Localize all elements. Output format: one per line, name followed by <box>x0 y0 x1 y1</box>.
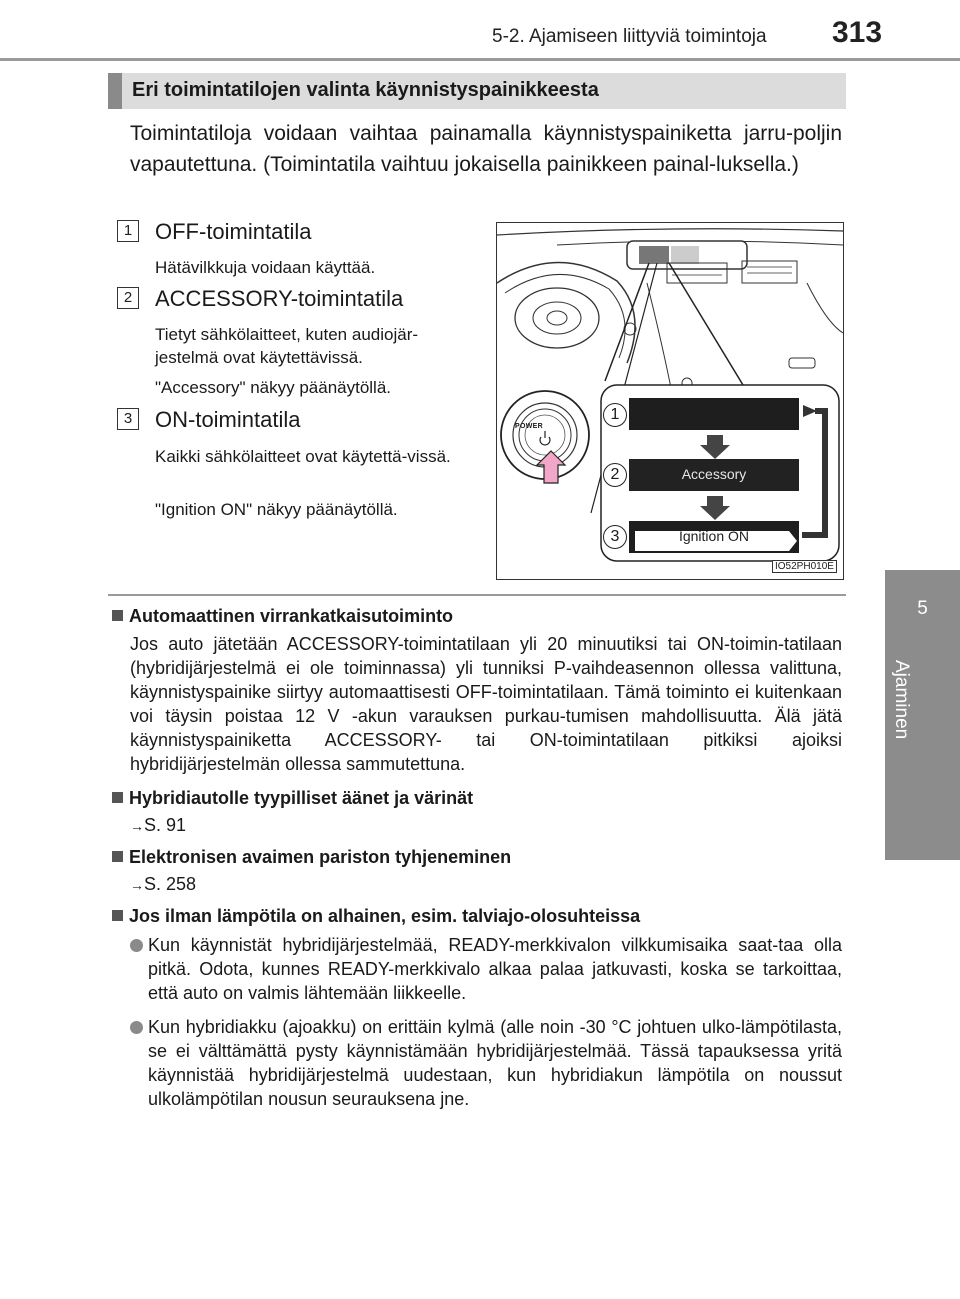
display-ignition-text: Ignition ON <box>678 528 750 544</box>
note-heading <box>112 788 473 809</box>
mode-description: "Accessory" näkyy päänäytöllä. <box>155 378 392 397</box>
page-reference <box>130 874 196 895</box>
dashboard-drawing <box>497 223 843 579</box>
section-heading-marker <box>108 73 122 109</box>
mode-description: Kaikki sähkölaitteet ovat käytettä-vissä. <box>155 447 451 466</box>
note-heading <box>112 906 640 927</box>
section-separator <box>108 594 846 596</box>
figure-step-label: 1 <box>603 403 627 427</box>
header-rule <box>0 58 960 61</box>
note-heading <box>112 847 511 868</box>
chapter-number: 5 <box>917 598 928 619</box>
note-heading-text: Jos ilman lämpötila on alhainen, esim. talviajo-olosuhteissa <box>129 906 641 926</box>
bullet-text: Kun hybridiakku (ajoakku) on erittäin kylmä (alle noin -30 °C johtuen ulko-lämpötilasta, se ei välttämättä pysty käynnistämään hybridijärjestelmää. Tässä tapauksessa yritä käynnistää hybridijärjestelmä uudestaan, kun hybridiakun lämpötila on noussut ulkolämpötilan nousun seurauksena jne. <box>148 1017 842 1109</box>
mode-title: ACCESSORY-toimintatila <box>155 286 404 311</box>
chapter-section-title: 5-2. Ajamiseen liittyviä toimintoja <box>492 26 767 47</box>
square-bullet-icon <box>112 610 123 621</box>
mode-title: ON-toimintatila <box>155 407 301 432</box>
mode-number-badge: 3 <box>117 408 139 430</box>
bullet-text: Kun käynnistät hybridijärjestelmää, READY-merkkivalon vilkkumisaika saat-taa olla pitkä. Odota, kunnes READY-merkkivalo alkaa palaa jatkuvasti, koska se tarkoittaa, että auto on valmis lähtemään liikkeelle. <box>148 935 842 1003</box>
note-heading-text: Automaattinen virrankatkaisutoiminto <box>129 606 454 626</box>
note-heading-text: Hybridiautolle tyypilliset äänet ja värinät <box>129 788 474 808</box>
chapter-label-wrap <box>891 660 948 780</box>
power-button-illustration <box>496 222 844 580</box>
square-bullet-icon <box>112 851 123 862</box>
section-heading-bar <box>108 73 846 109</box>
note-heading-text: Elektronisen avaimen pariston tyhjeneminen <box>129 847 512 867</box>
bullet-dot-icon <box>130 939 143 952</box>
display-accessory-text: Accessory <box>681 466 747 482</box>
page-reference <box>130 815 186 836</box>
mode-number-badge: 2 <box>117 287 139 309</box>
bullet-dot-icon <box>130 1021 143 1034</box>
mode-description: Hätävilkkuja voidaan käyttää. <box>155 258 376 277</box>
figure-step-label: 3 <box>603 525 627 549</box>
mode-number-badge: 1 <box>117 220 139 242</box>
page-reference-text: S. 91 <box>144 815 187 835</box>
note-body: Jos auto jätetään ACCESSORY-toimintatilaan yli 20 minuutiksi tai ON-toimin-tatilaan (hybridijärjestelmä ei ole toiminnassa) yli tunniksi P-vaihdeasennon ollessa valittuna, käynnistyspainike siirtyy automaattisesti OFF-toimintatilaan. Tämä toiminto ei kuitenkaan voi täysin poistaa 12 V -akun varauksen purkau-tumisen mahdollisuutta. Älä jätä käynnistyspainiketta ACCESSORY- tai ON-toimintatilaan pitkiksi ajoiksi hybridijärjestelmän ollessa sammutettuna. <box>130 634 842 774</box>
figure-code: IO52PH010E <box>772 560 837 573</box>
arrow-right-icon: → <box>130 818 144 834</box>
mode-description: "Ignition ON" näkyy päänäytöllä. <box>155 500 398 519</box>
figure-step-label: 2 <box>603 463 627 487</box>
section-title: Eri toimintatilojen valinta käynnistyspainikkeesta <box>132 79 599 101</box>
mode-title: OFF-toimintatila <box>155 219 312 244</box>
chapter-label: Ajaminen <box>891 660 912 740</box>
square-bullet-icon <box>112 792 123 803</box>
page-number: 313 <box>832 16 883 49</box>
section-intro: Toimintatiloja voidaan vaihtaa painamalla käynnistyspainiketta jarru-poljin vapautettuna. (Toimintatila vaihtuu jokaisella painikkeen painal-luksella.) <box>130 122 842 176</box>
mode-description: Tietyt sähkölaitteet, kuten audiojär-jestelmä ovat käytettävissä. <box>155 325 419 367</box>
arrow-right-icon: → <box>130 877 144 893</box>
page-reference-text: S. 258 <box>144 874 197 894</box>
square-bullet-icon <box>112 910 123 921</box>
note-heading <box>112 606 453 627</box>
power-button-label: POWER <box>515 423 543 430</box>
